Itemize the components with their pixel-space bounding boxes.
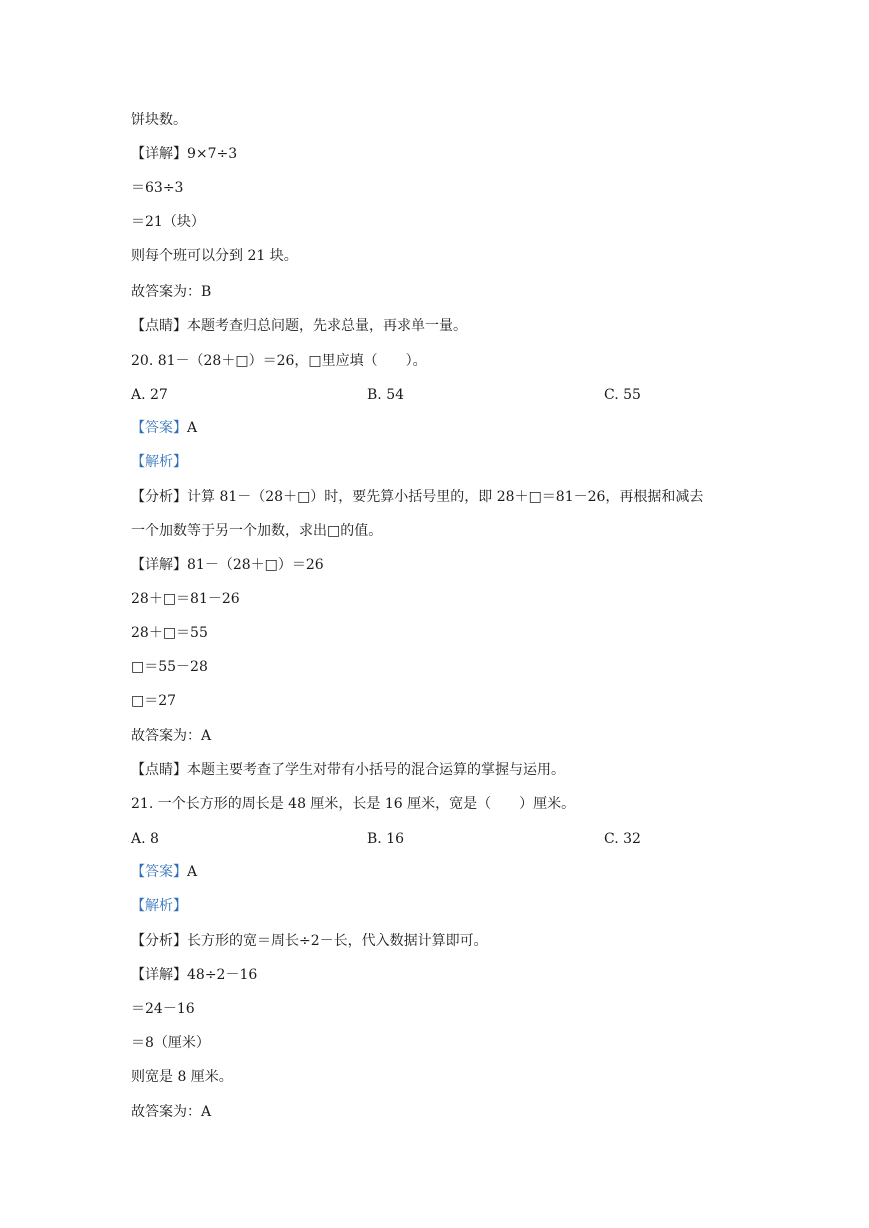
comment-line: 【点睛】本题考查归总问题，先求总量，再求单一量。 xyxy=(131,318,467,334)
detail-line: 【详解】48÷2－16 xyxy=(131,967,258,983)
answer-line: 故答案为：B xyxy=(131,284,212,300)
analysis-line: 一个加数等于另一个加数，求出□的值。 xyxy=(131,523,383,539)
analysis-line: 【分析】长方形的宽＝周长÷2－长，代入数据计算即可。 xyxy=(131,933,488,949)
option-c: C. 32 xyxy=(604,831,641,847)
question-21: 21. 一个长方形的周长是 48 厘米，长是 16 厘米，宽是（ ）厘米。 xyxy=(131,796,576,812)
calc-line: ＝21（块） xyxy=(131,214,205,230)
answer-tag-line xyxy=(131,418,197,438)
question-20: 20. 81－（28＋□）＝26，□里应填（ ）。 xyxy=(131,353,427,369)
analysis-tag: 【解析】 xyxy=(131,898,187,914)
answer-line: 故答案为：A xyxy=(131,1104,212,1120)
analysis-line: 【分析】计算 81－（28＋□）时，要先算小括号里的，即 28＋□＝81－26，再根据和减去 xyxy=(131,489,704,505)
detail-line: 【详解】81－（28＋□）＝26 xyxy=(131,557,324,573)
text-line: 则宽是 8 厘米。 xyxy=(131,1069,233,1085)
calc-line: □＝55－28 xyxy=(131,659,208,675)
calc-line: ＝63÷3 xyxy=(131,180,184,196)
comment-line: 【点睛】本题主要考查了学生对带有小括号的混合运算的掌握与运用。 xyxy=(131,762,565,778)
answer-line: 故答案为：A xyxy=(131,728,212,744)
option-b: B. 54 xyxy=(367,387,405,403)
answer-value: A xyxy=(187,420,198,436)
answer-tag: 【答案】 xyxy=(131,864,187,880)
text-line: 则每个班可以分到 21 块。 xyxy=(131,248,298,264)
option-a: A. 27 xyxy=(131,387,168,403)
detail-line: 【详解】9×7÷3 xyxy=(131,146,238,162)
option-c: C. 55 xyxy=(604,387,641,403)
calc-line: ＝24－16 xyxy=(131,1001,195,1017)
calc-line: □＝27 xyxy=(131,693,177,709)
analysis-tag: 【解析】 xyxy=(131,454,187,470)
answer-value: A xyxy=(187,864,198,880)
text-line: 饼块数。 xyxy=(131,112,187,128)
calc-line: ＝8（厘米） xyxy=(131,1035,210,1051)
calc-line: 28＋□＝55 xyxy=(131,625,208,641)
answer-tag-line xyxy=(131,862,197,882)
answer-tag: 【答案】 xyxy=(131,420,187,436)
calc-line: 28＋□＝81－26 xyxy=(131,591,240,607)
option-b: B. 16 xyxy=(367,831,405,847)
option-a: A. 8 xyxy=(131,831,159,847)
